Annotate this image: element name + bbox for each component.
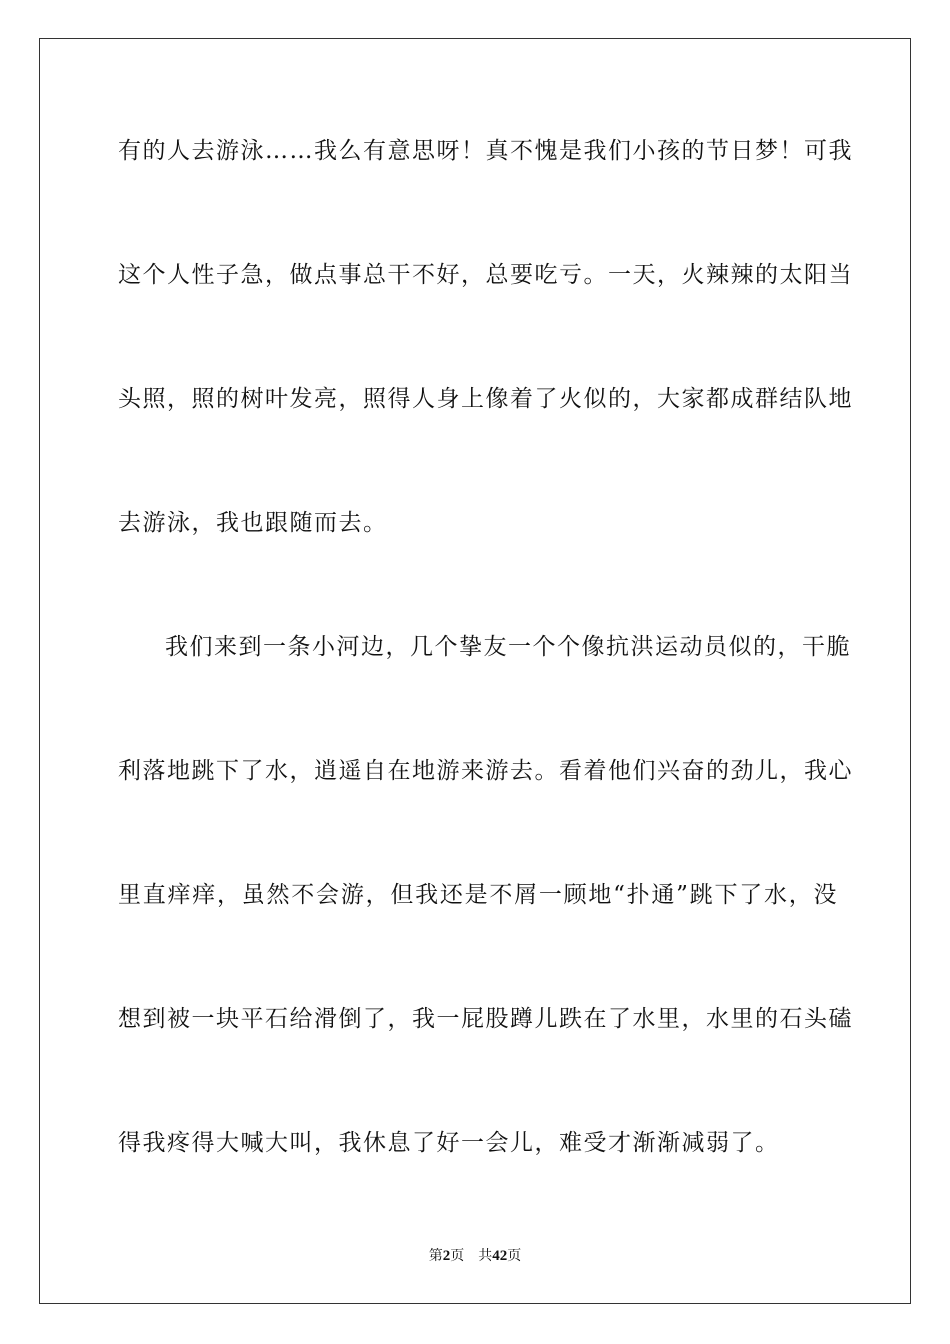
text-line-5: 我们来到一条小河边，几个挚友一个个像抗洪运动员似的，干脆 xyxy=(165,634,851,660)
page-border xyxy=(39,38,911,1304)
total-pages: 42 xyxy=(492,1248,508,1264)
text-line-1: 有的人去游泳……我么有意思呀！真不愧是我们小孩的节日梦！可我 xyxy=(118,138,853,164)
text-line-6: 利落地跳下了水，逍遥自在地游来游去。看着他们兴奋的劲儿，我心 xyxy=(118,758,853,784)
text-line-7: 里直痒痒，虽然不会游，但我还是不屑一顾地“扑通”跳下了水，没 xyxy=(118,882,838,908)
total-prefix: 共 xyxy=(478,1248,493,1264)
text-line-4: 去游泳，我也跟随而去。 xyxy=(118,510,388,536)
total-suffix: 页 xyxy=(507,1248,522,1264)
text-line-3: 头照，照的树叶发亮，照得人身上像着了火似的，大家都成群结队地 xyxy=(118,386,853,412)
text-line-9: 得我疼得大喊大叫，我休息了好一会儿，难受才渐渐减弱了。 xyxy=(118,1130,780,1156)
page-suffix: 页 xyxy=(450,1248,465,1264)
page-footer xyxy=(0,1246,950,1266)
page-number: 2 xyxy=(442,1248,451,1264)
page-prefix: 第 xyxy=(428,1248,443,1264)
text-line-2: 这个人性子急，做点事总干不好，总要吃亏。一天，火辣辣的太阳当 xyxy=(118,262,853,288)
text-line-8: 想到被一块平石给滑倒了，我一屁股蹲儿跌在了水里，水里的石头磕 xyxy=(118,1006,853,1032)
